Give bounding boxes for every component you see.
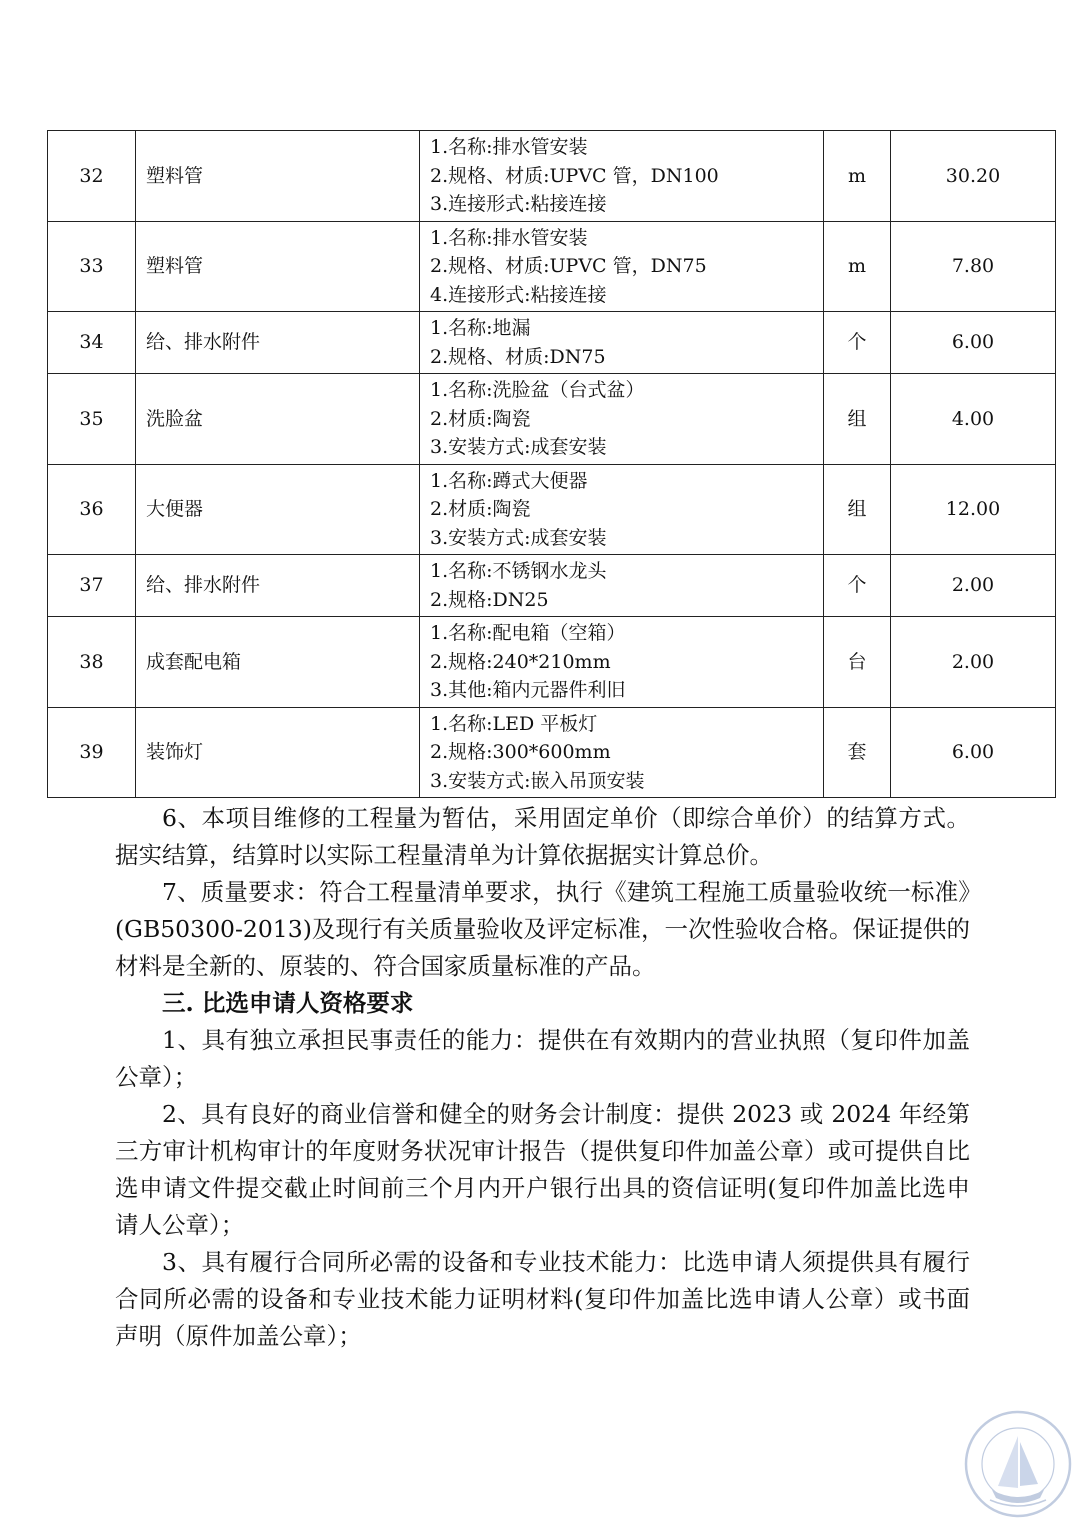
body-text bbox=[115, 800, 970, 1355]
item-number: 35 bbox=[48, 374, 136, 465]
table-row bbox=[48, 555, 1056, 617]
item-unit: 个 bbox=[824, 312, 891, 374]
item-unit: m bbox=[824, 131, 891, 222]
description-line: 1.名称:排水管安装 bbox=[430, 226, 588, 249]
description-line: 1.名称:不锈钢水龙头 bbox=[430, 560, 607, 582]
item-quantity: 30.20 bbox=[891, 131, 1056, 222]
item-number: 33 bbox=[48, 221, 136, 312]
item-name: 塑料管 bbox=[136, 131, 420, 222]
item-quantity: 6.00 bbox=[891, 707, 1056, 798]
item-number: 39 bbox=[48, 707, 136, 798]
description-line: 3.安装方式:成套安装 bbox=[430, 436, 607, 458]
description-line: 2.规格、材质:DN75 bbox=[430, 345, 606, 368]
item-number: 34 bbox=[48, 312, 136, 374]
description-line: 2.规格:DN25 bbox=[430, 588, 549, 611]
section-heading: 三. 比选申请人资格要求 bbox=[162, 989, 414, 1017]
item-quantity: 7.80 bbox=[891, 221, 1056, 312]
description-line: 2.规格、材质:UPVC 管，DN100 bbox=[430, 164, 719, 187]
item-description bbox=[420, 312, 824, 374]
item-name: 给、排水附件 bbox=[136, 312, 420, 374]
description-line: 1.名称:排水管安装 bbox=[430, 136, 588, 158]
item-quantity: 12.00 bbox=[891, 464, 1056, 555]
item-quantity: 4.00 bbox=[891, 374, 1056, 465]
description-line: 3.连接形式:粘接连接 bbox=[430, 193, 607, 215]
description-line: 4.连接形式:粘接连接 bbox=[430, 283, 607, 306]
item-description bbox=[420, 555, 824, 617]
item-name: 大便器 bbox=[136, 464, 420, 555]
item-quantity: 2.00 bbox=[891, 617, 1056, 708]
item-unit: 个 bbox=[824, 555, 891, 617]
item-description bbox=[420, 707, 824, 798]
item-unit: 台 bbox=[824, 617, 891, 708]
item-description bbox=[420, 131, 824, 222]
item-name: 给、排水附件 bbox=[136, 555, 420, 617]
item-number: 38 bbox=[48, 617, 136, 708]
bill-of-quantities-table bbox=[47, 130, 1056, 798]
item-unit: m bbox=[824, 221, 891, 312]
description-line: 3.其他:箱内元器件利旧 bbox=[430, 679, 626, 701]
item-unit: 组 bbox=[824, 464, 891, 555]
description-line: 1.名称:LED 平板灯 bbox=[430, 712, 598, 735]
description-line: 2.材质:陶瓷 bbox=[430, 498, 531, 520]
table-row bbox=[48, 221, 1056, 312]
item-unit: 组 bbox=[824, 374, 891, 465]
item-quantity: 6.00 bbox=[891, 312, 1056, 374]
table-row bbox=[48, 312, 1056, 374]
paragraph: 2、具有良好的商业信誉和健全的财务会计制度：提供 2023 或 2024 年经第三方审计机构审计的年度财务状况审计报告（提供复印件加盖公章）或可提供自比选申请文件提交截止时间前三个月内开户银行出具的资信证明(复印件加盖比选申请人公章）； bbox=[115, 1100, 970, 1239]
description-line: 2.规格:240*210mm bbox=[430, 650, 611, 673]
description-line: 3.安装方式:嵌入吊顶安装 bbox=[430, 769, 645, 792]
description-line: 1.名称:地漏 bbox=[430, 317, 531, 339]
table-row bbox=[48, 707, 1056, 798]
description-line: 1.名称:洗脸盆（台式盆） bbox=[430, 379, 645, 401]
table-row bbox=[48, 464, 1056, 555]
table-row bbox=[48, 131, 1056, 222]
table-row bbox=[48, 374, 1056, 465]
item-quantity: 2.00 bbox=[891, 555, 1056, 617]
description-line: 2.材质:陶瓷 bbox=[430, 407, 531, 430]
item-description bbox=[420, 374, 824, 465]
item-number: 32 bbox=[48, 131, 136, 222]
description-line: 1.名称:配电箱（空箱） bbox=[430, 622, 626, 644]
paragraph: 3、具有履行合同所必需的设备和专业技术能力：比选申请人须提供具有履行合同所必需的设备和专业技术能力证明材料(复印件加盖比选申请人公章）或书面声明（原件加盖公章）； bbox=[115, 1248, 970, 1350]
paragraph: 7、质量要求：符合工程量清单要求，执行《建筑工程施工质量验收统一标准》(GB50300-2013)及现行有关质量验收及评定标准，一次性验收合格。保证提供的材料是全新的、原装的、符合国家质量标准的产品。 bbox=[115, 878, 970, 980]
item-unit: 套 bbox=[824, 707, 891, 798]
description-line: 3.安装方式:成套安装 bbox=[430, 526, 607, 549]
item-description bbox=[420, 464, 824, 555]
item-number: 36 bbox=[48, 464, 136, 555]
description-line: 2.规格:300*600mm bbox=[430, 741, 611, 763]
description-line: 1.名称:蹲式大便器 bbox=[430, 469, 588, 492]
paragraph: 1、具有独立承担民事责任的能力：提供在有效期内的营业执照（复印件加盖公章）； bbox=[115, 1026, 970, 1091]
item-name: 装饰灯 bbox=[136, 707, 420, 798]
table-body bbox=[48, 131, 1056, 798]
description-line: 2.规格、材质:UPVC 管，DN75 bbox=[430, 255, 707, 277]
table-row bbox=[48, 617, 1056, 708]
item-description bbox=[420, 221, 824, 312]
item-name: 洗脸盆 bbox=[136, 374, 420, 465]
school-seal-icon bbox=[962, 1408, 1074, 1520]
item-name: 塑料管 bbox=[136, 221, 420, 312]
item-description bbox=[420, 617, 824, 708]
paragraph: 6、本项目维修的工程量为暂估，采用固定单价（即综合单价）的结算方式。据实结算，结算时以实际工程量清单为计算依据据实计算总价。 bbox=[115, 804, 970, 869]
item-number: 37 bbox=[48, 555, 136, 617]
item-name: 成套配电箱 bbox=[136, 617, 420, 708]
